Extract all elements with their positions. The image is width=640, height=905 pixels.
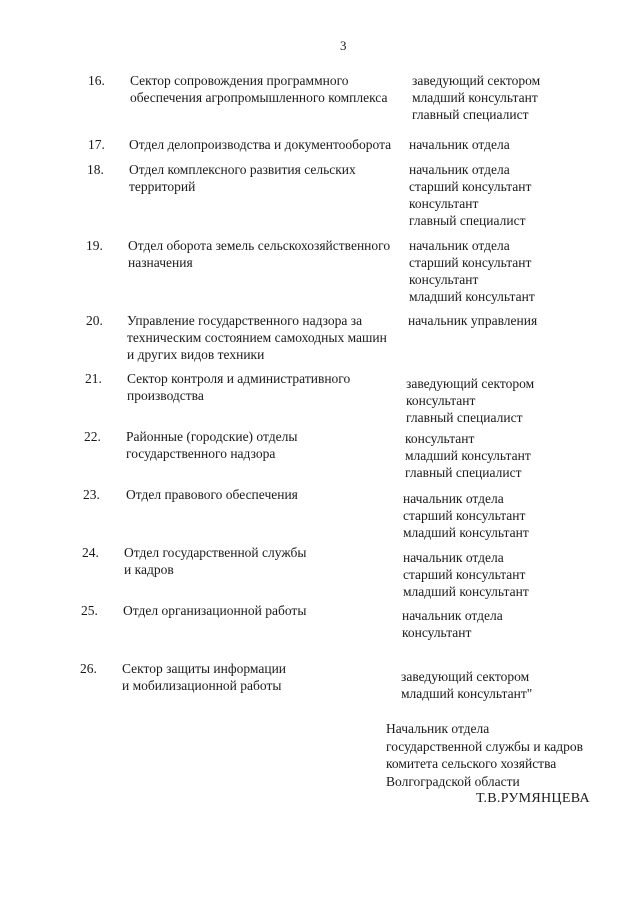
position-title: консультант xyxy=(406,393,476,408)
signature-title-line: комитета сельского хозяйства xyxy=(386,756,557,771)
item-number: 19. xyxy=(86,238,103,253)
positions-list xyxy=(408,312,537,329)
position-title: начальник управления xyxy=(408,313,538,328)
position-title: старший консультант xyxy=(409,179,532,194)
department-name xyxy=(129,161,414,195)
department-name-line: государственного надзора xyxy=(126,446,276,461)
positions-list xyxy=(403,490,529,541)
department-name-line: Отдел организационной работы xyxy=(123,603,307,618)
department-name-line: и кадров xyxy=(124,562,174,577)
item-number: 21. xyxy=(85,371,102,386)
signature-title-line: Волгоградской области xyxy=(386,773,520,789)
position-title: консультант xyxy=(405,431,475,446)
item-number: 16. xyxy=(88,73,105,88)
department-name-line: Отдел комплексного развития сельских xyxy=(129,162,356,177)
position-title: старший консультант xyxy=(403,567,526,582)
signatory-name: Т.В.РУМЯНЦЕВА xyxy=(476,791,590,806)
position-title: начальник отдела xyxy=(409,137,510,152)
position-title: главный специалист xyxy=(406,410,523,425)
positions-list xyxy=(403,549,529,600)
department-name-line: назначения xyxy=(128,255,193,270)
department-name xyxy=(124,544,409,578)
department-name xyxy=(126,486,411,503)
department-name-line: Управление государственного надзора за xyxy=(127,313,363,328)
positions-list xyxy=(409,136,510,153)
position-title: главный специалист xyxy=(412,107,529,122)
positions-list xyxy=(409,237,535,305)
positions-list xyxy=(412,72,540,123)
department-name-line: Отдел государственной службы xyxy=(124,545,307,560)
department-name-line: Сектор сопровождения программного xyxy=(130,73,349,88)
item-number: 17. xyxy=(88,137,105,152)
signature-title-line: Начальник отдела xyxy=(386,721,490,736)
position-title: младший консультант xyxy=(409,289,535,304)
item-number: 22. xyxy=(84,429,101,444)
position-title: младший консультант" xyxy=(401,686,533,701)
positions-list xyxy=(401,668,532,702)
position-title: старший консультант xyxy=(409,255,532,270)
position-title: заведующий сектором xyxy=(401,669,530,684)
department-name-line: Сектор контроля и административного xyxy=(127,371,351,386)
department-name-line: Сектор защиты информации xyxy=(122,661,287,676)
position-title: начальник отдела xyxy=(409,238,510,253)
position-title: младший консультант xyxy=(403,584,529,599)
department-name-line: Отдел правового обеспечения xyxy=(126,487,298,502)
positions-list xyxy=(409,161,531,229)
department-name-line: обеспечения агропромышленного комплекса xyxy=(130,90,388,105)
department-name-line: и других видов техники xyxy=(127,347,265,362)
position-title: младший консультант xyxy=(403,525,529,540)
department-name xyxy=(127,370,412,404)
department-name xyxy=(130,72,415,106)
department-name-line: Районные (городские) отделы xyxy=(126,429,298,444)
item-number: 26. xyxy=(80,661,97,676)
position-title: консультант xyxy=(409,196,479,211)
item-number: 18. xyxy=(87,162,104,177)
item-number: 23. xyxy=(83,487,100,502)
department-name-line: производства xyxy=(127,388,204,403)
position-title: консультант xyxy=(402,625,472,640)
department-name xyxy=(127,312,412,363)
position-title: начальник отдела xyxy=(409,162,510,177)
item-number: 20. xyxy=(86,313,103,328)
page-number: 3 xyxy=(340,38,347,53)
position-title: консультант xyxy=(409,272,479,287)
positions-list xyxy=(402,607,503,641)
position-title: начальник отдела xyxy=(403,491,504,506)
position-title: начальник отдела xyxy=(403,550,504,565)
department-name xyxy=(126,428,411,462)
position-title: старший консультант xyxy=(403,508,526,523)
department-name xyxy=(123,602,408,619)
department-name-line: техническим состоянием самоходных машин xyxy=(127,330,387,345)
department-name xyxy=(129,136,414,153)
department-name-line: Отдел делопроизводства и документооборота xyxy=(129,137,392,152)
department-name-line: Отдел оборота земель сельскохозяйственного xyxy=(128,238,391,253)
signature-title-line: государственной службы и кадров xyxy=(386,738,584,754)
position-title: заведующий сектором xyxy=(412,73,541,88)
department-name xyxy=(122,660,407,694)
department-name xyxy=(128,237,413,271)
positions-list xyxy=(405,430,531,481)
position-title: главный специалист xyxy=(409,213,526,228)
positions-list xyxy=(406,375,534,426)
position-title: заведующий сектором xyxy=(406,376,535,391)
item-number: 25. xyxy=(81,603,98,618)
position-title: начальник отдела xyxy=(402,608,503,623)
position-title: младший консультант xyxy=(405,448,531,463)
department-name-line: территорий xyxy=(129,179,196,194)
department-name-line: и мобилизационной работы xyxy=(122,678,282,693)
position-title: главный специалист xyxy=(405,465,522,480)
item-number: 24. xyxy=(82,545,99,560)
signature-block xyxy=(386,720,590,808)
position-title: младший консультант xyxy=(412,90,538,105)
